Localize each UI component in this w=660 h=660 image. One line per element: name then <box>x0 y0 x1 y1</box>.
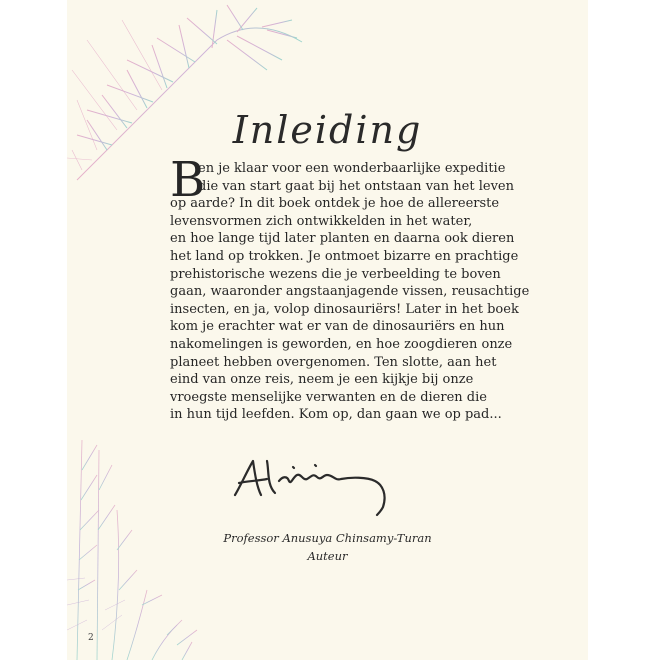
text-line: die van start gaat bij het ontstaan van het leven <box>198 178 514 194</box>
text-line: eind van onze reis, neem je een kijkje bij onze <box>170 372 474 388</box>
text-line: gaan, waaronder angstaanjagende vissen, reusachtige <box>170 284 530 300</box>
text-line: vroegste menselijke verwanten en de dieren die <box>170 389 487 405</box>
page-title: Inleiding <box>232 108 423 152</box>
text-line: in hun tijd leefden. Kom op, dan gaan we op pad... <box>170 407 502 423</box>
book-page <box>67 0 588 660</box>
drop-cap: B <box>170 152 206 208</box>
intro-paragraph <box>170 160 530 424</box>
fern-illustration-bottom <box>67 430 207 660</box>
text-line: op aarde? In dit boek ontdek je hoe de allereerste <box>170 196 500 212</box>
text-line: kom je erachter wat er van de dinosauriërs en hun <box>170 319 505 335</box>
page-number: 2 <box>88 633 94 643</box>
text-line: insecten, en ja, volop dinosauriërs! Later in het boek <box>170 301 519 317</box>
text-line: nakomelingen is geworden, en hoe zoogdieren onze <box>170 336 513 352</box>
text-line: en je klaar voor een wonderbaarlijke expeditie <box>198 161 506 176</box>
text-line: prehistorische wezens die je verbeelding te boven <box>170 266 501 282</box>
text-line: levensvormen zich ontwikkelden in het water, <box>170 213 473 229</box>
handwritten-signature-icon <box>227 455 427 530</box>
text-line: planeet hebben overgenomen. Ten slotte, aan het <box>170 354 497 370</box>
text-line: en hoe lange tijd later planten en daarna ook dieren <box>170 231 515 247</box>
author-role: Auteur <box>307 549 348 563</box>
author-name: Professor Anusuya Chinsamy-Turan <box>223 531 432 545</box>
text-line: het land op trokken. Je ontmoet bizarre en prachtige <box>170 248 519 264</box>
